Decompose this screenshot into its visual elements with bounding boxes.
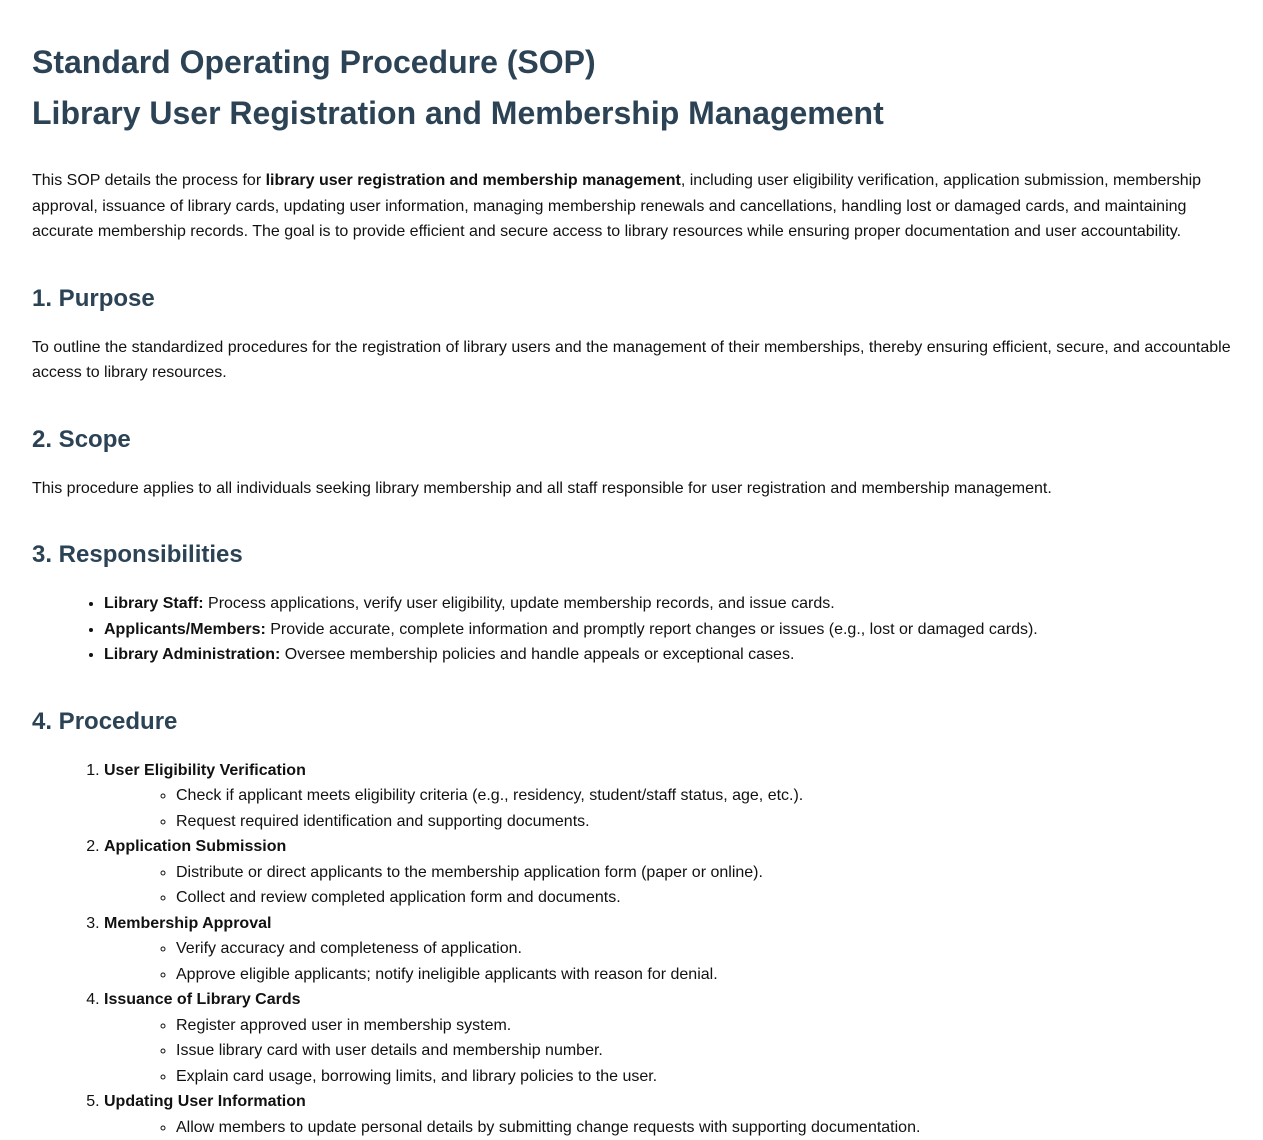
role-text: Process applications, verify user eligibility, update membership records, and issue cards. [204, 595, 835, 612]
list-item [104, 642, 1243, 668]
role-label: Library Staff: [104, 595, 204, 612]
intro-prefix: This SOP details the process for [32, 172, 266, 189]
list-item [104, 591, 1243, 617]
list-item: ◦ Approve eligible applicants; notify ineligible applicants with reason for denial. [176, 962, 1243, 988]
list-item: ◦ Distribute or direct applicants to the membership application form (paper or online). [176, 860, 1243, 886]
procedure-step [104, 911, 1243, 988]
procedure-steps [32, 758, 1243, 1140]
intro-paragraph [32, 168, 1243, 245]
intro-suffix: , including user eligibility verification, application submission, membership approval, issuance of library cards, updating user information, managing membership renewals and cancellations, handling lost or damaged cards, and maintaining accurate membership records. The goal is to provide efficient and secure access to library resources while ensuring proper documentation and user accountability. [32, 172, 1201, 240]
scope-heading: 2. Scope [32, 425, 1243, 455]
list-item: ◦ Collect and review completed application form and documents. [176, 885, 1243, 911]
purpose-heading: 1. Purpose [32, 284, 1243, 314]
purpose-text: To outline the standardized procedures for the registration of library users and the management of their memberships, thereby ensuring efficient, secure, and accountable access to library resources. [32, 335, 1243, 386]
step-substeps [104, 1013, 1243, 1090]
title-line-2: Library User Registration and Membership Management [32, 95, 884, 131]
responsibilities-heading: 3. Responsibilities [32, 540, 1243, 570]
procedure-step [104, 987, 1243, 1089]
list-item: ◦ Verify accuracy and completeness of application. [176, 936, 1243, 962]
intro-bold: library user registration and membership management [266, 172, 681, 189]
step-substeps [104, 860, 1243, 911]
role-text: Provide accurate, complete information and promptly report changes or issues (e.g., lost or damaged cards). [266, 621, 1038, 638]
step-substeps [104, 783, 1243, 834]
step-title: Application Submission [104, 838, 286, 855]
list-item: ◦ Issue library card with user details and membership number. [176, 1038, 1243, 1064]
step-title: Issuance of Library Cards [104, 991, 301, 1008]
role-label: Applicants/Members: [104, 621, 266, 638]
title-line-1: Standard Operating Procedure (SOP) [32, 44, 596, 80]
step-title: Updating User Information [104, 1093, 306, 1110]
procedure-step [104, 834, 1243, 911]
procedure-step [104, 758, 1243, 835]
list-item: ◦ Register approved user in membership system. [176, 1013, 1243, 1039]
step-title: Membership Approval [104, 915, 271, 932]
role-label: Library Administration: [104, 646, 280, 663]
list-item [104, 617, 1243, 643]
list-item: ◦ Check if applicant meets eligibility criteria (e.g., residency, student/staff status, age, etc.). [176, 783, 1243, 809]
procedure-step [104, 1089, 1243, 1140]
role-text: Oversee membership policies and handle appeals or exceptional cases. [280, 646, 794, 663]
step-title: User Eligibility Verification [104, 762, 306, 779]
responsibilities-list [32, 591, 1243, 668]
document-title [32, 37, 1243, 139]
list-item: ◦ Request required identification and supporting documents. [176, 809, 1243, 835]
scope-text: This procedure applies to all individuals seeking library membership and all staff responsible for user registration and membership management. [32, 476, 1243, 502]
step-substeps [104, 936, 1243, 987]
list-item: ◦ Allow members to update personal details by submitting change requests with supporting documentation. [176, 1115, 1243, 1140]
list-item: ◦ Explain card usage, borrowing limits, and library policies to the user. [176, 1064, 1243, 1090]
step-substeps [104, 1115, 1243, 1140]
procedure-heading: 4. Procedure [32, 707, 1243, 737]
